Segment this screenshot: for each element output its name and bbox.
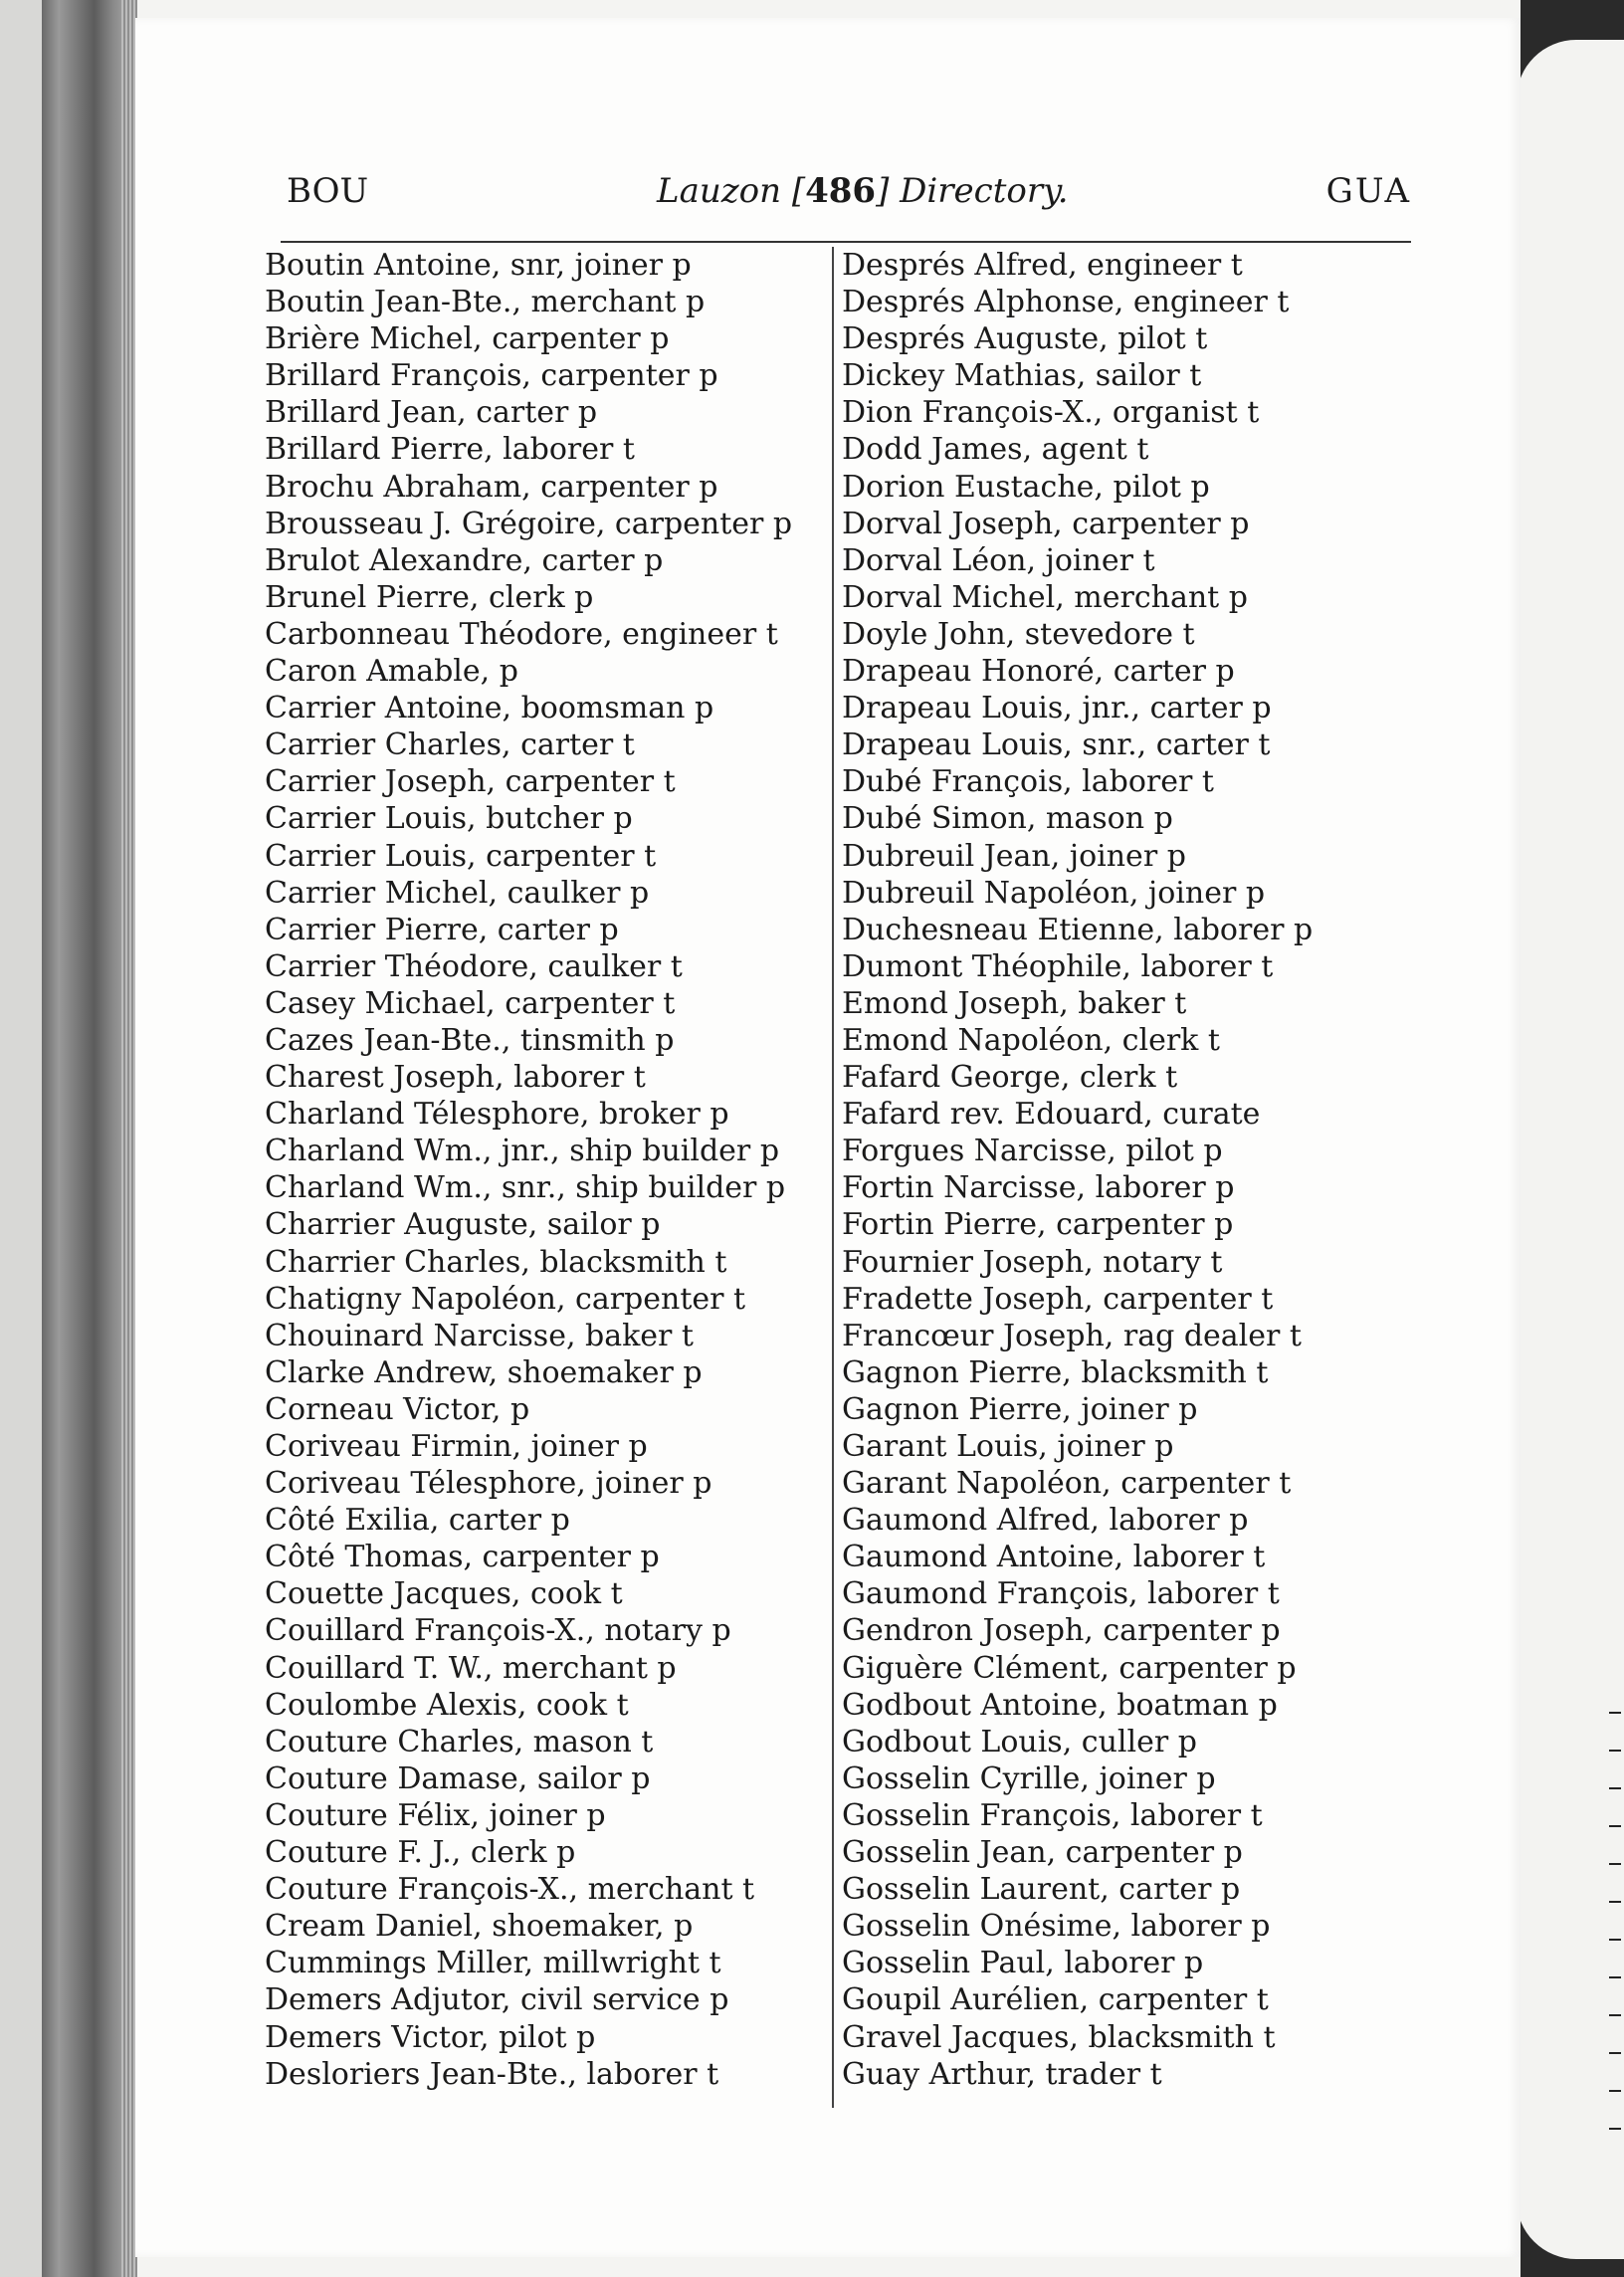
directory-entry: Carrier Antoine, boomsman p	[265, 691, 714, 726]
directory-entry: Drapeau Louis, jnr., carter p	[842, 691, 1272, 726]
directory-entry: Emond Napoléon, clerk t	[842, 1022, 1220, 1058]
directory-entry: Garant Louis, joiner p	[842, 1429, 1174, 1464]
right-column	[842, 247, 1399, 2093]
directory-entry: Demers Victor, pilot p	[265, 2019, 596, 2055]
header-last-entry-key: GUA	[1325, 171, 1411, 211]
directory-entry: Carrier Pierre, carter p	[265, 912, 619, 947]
directory-entry: Brunel Pierre, clerk p	[265, 579, 594, 615]
header-rule	[281, 241, 1411, 243]
directory-entry: Brillard Jean, carter p	[265, 395, 598, 431]
directory-entry: Godbout Antoine, boatman p	[842, 1687, 1278, 1723]
directory-entry: Côté Thomas, carpenter p	[265, 1540, 660, 1575]
directory-entry: Godbout Louis, culler p	[842, 1724, 1197, 1760]
directory-entry: Dorval Michel, merchant p	[842, 579, 1248, 615]
directory-entry: Charland Télesphore, broker p	[265, 1097, 729, 1133]
directory-entry: Demers Adjutor, civil service p	[265, 1982, 729, 2018]
directory-entry: Desloriers Jean-Bte., laborer t	[265, 2056, 719, 2092]
directory-entry: Cazes Jean-Bte., tinsmith p	[265, 1022, 675, 1058]
directory-entry: Charland Wm., snr., ship builder p	[265, 1170, 786, 1206]
background-left	[0, 0, 42, 2277]
directory-entry: Gosselin Jean, carpenter p	[842, 1835, 1243, 1871]
directory-entry: Couture Damase, sailor p	[265, 1760, 651, 1796]
directory-entry: Coulombe Alexis, cook t	[265, 1687, 629, 1723]
directory-entry: Dubreuil Napoléon, joiner p	[842, 875, 1266, 911]
directory-entry: Doyle John, stevedore t	[842, 616, 1195, 652]
directory-entry: Gosselin Paul, laborer p	[842, 1946, 1204, 1981]
directory-entry: Couture Félix, joiner p	[265, 1797, 606, 1833]
directory-entry: Dubé Simon, mason p	[842, 801, 1173, 837]
directory-entry: Fafard George, clerk t	[842, 1060, 1178, 1096]
directory-entry: Drapeau Louis, snr., carter t	[842, 727, 1271, 763]
directory-entry: Charrier Auguste, sailor p	[265, 1207, 661, 1243]
directory-entry: Brière Michel, carpenter p	[265, 321, 670, 357]
directory-entry: Gosselin Laurent, carter p	[842, 1872, 1241, 1908]
directory-entry: Drapeau Honoré, carter p	[842, 654, 1235, 690]
header-title-pre: Lauzon [	[657, 171, 806, 211]
directory-entry: Dumont Théophile, laborer t	[842, 948, 1274, 984]
directory-entry: Coriveau Télesphore, joiner p	[265, 1466, 712, 1502]
directory-entry: Guay Arthur, trader t	[842, 2056, 1162, 2092]
directory-entry: Cream Daniel, shoemaker, p	[265, 1909, 694, 1945]
directory-entry: Cummings Miller, millwright t	[265, 1946, 721, 1981]
directory-entry: Brochu Abraham, carpenter p	[265, 469, 718, 505]
page-header	[287, 171, 1411, 221]
directory-entry: Forgues Narcisse, pilot p	[842, 1134, 1223, 1169]
facing-page-marks	[1609, 1712, 1624, 2166]
directory-entry: Giguère Clément, carpenter p	[842, 1650, 1297, 1686]
directory-entry: Carrier Louis, butcher p	[265, 801, 633, 837]
directory-entry: Côté Exilia, carter p	[265, 1503, 570, 1539]
directory-entry: Clarke Andrew, shoemaker p	[265, 1354, 703, 1390]
directory-entry: Dickey Mathias, sailor t	[842, 358, 1202, 394]
directory-entry: Coriveau Firmin, joiner p	[265, 1429, 648, 1464]
directory-entry: Brillard Pierre, laborer t	[265, 432, 635, 468]
directory-entry: Couillard François-X., notary p	[265, 1613, 731, 1649]
directory-entry: Corneau Victor, p	[265, 1391, 530, 1427]
directory-entry: Carrier Louis, carpenter t	[265, 838, 657, 874]
directory-entry: Brillard François, carpenter p	[265, 358, 718, 394]
header-title-post: ] Directory.	[876, 171, 1069, 211]
directory-entry: Gendron Joseph, carpenter p	[842, 1613, 1281, 1649]
directory-entry: Casey Michael, carpenter t	[265, 985, 676, 1021]
directory-entry: Carrier Michel, caulker p	[265, 875, 650, 911]
directory-entry: Carrier Charles, carter t	[265, 727, 635, 763]
directory-entry: Fournier Joseph, notary t	[842, 1244, 1223, 1280]
directory-entry: Dorval Léon, joiner t	[842, 542, 1155, 578]
directory-entry: Boutin Jean-Bte., merchant p	[265, 285, 706, 320]
directory-entry: Duchesneau Etienne, laborer p	[842, 912, 1314, 947]
directory-entry: Couette Jacques, cook t	[265, 1576, 623, 1612]
directory-entry: Chouinard Narcisse, baker t	[265, 1318, 694, 1353]
directory-entry: Gagnon Pierre, blacksmith t	[842, 1354, 1269, 1390]
directory-entry: Goupil Aurélien, carpenter t	[842, 1982, 1269, 2018]
page-number: 486	[805, 171, 877, 211]
column-divider	[832, 247, 834, 2108]
directory-entry: Garant Napoléon, carpenter t	[842, 1466, 1292, 1502]
directory-entry: Després Alfred, engineer t	[842, 248, 1243, 283]
directory-entry: Dodd James, agent t	[842, 432, 1149, 468]
directory-entry: Dorval Joseph, carpenter p	[842, 506, 1250, 541]
directory-entry: Gosselin Cyrille, joiner p	[842, 1760, 1216, 1796]
facing-page-edge	[1517, 40, 1624, 2259]
directory-entry: Gaumond François, laborer t	[842, 1576, 1280, 1612]
directory-entry: Boutin Antoine, snr, joiner p	[265, 248, 692, 283]
directory-entry: Fortin Pierre, carpenter p	[842, 1207, 1234, 1243]
directory-entry: Charland Wm., jnr., ship builder p	[265, 1134, 780, 1169]
directory-entry: Charrier Charles, blacksmith t	[265, 1244, 727, 1280]
directory-entry: Brousseau J. Grégoire, carpenter p	[265, 506, 793, 541]
directory-entry: Couture Charles, mason t	[265, 1724, 654, 1760]
directory-entry: Couture F. J., clerk p	[265, 1835, 576, 1871]
directory-entry: Carbonneau Théodore, engineer t	[265, 616, 778, 652]
directory-entry: Gravel Jacques, blacksmith t	[842, 2019, 1276, 2055]
left-column	[265, 247, 822, 2093]
directory-entry: Carrier Théodore, caulker t	[265, 948, 683, 984]
directory-entry: Emond Joseph, baker t	[842, 985, 1187, 1021]
directory-entry: Francœur Joseph, rag dealer t	[842, 1318, 1302, 1353]
directory-entry: Carrier Joseph, carpenter t	[265, 764, 676, 800]
directory-entry: Gosselin François, laborer t	[842, 1797, 1263, 1833]
directory-entry: Charest Joseph, laborer t	[265, 1060, 646, 1096]
directory-entry: Fortin Narcisse, laborer p	[842, 1170, 1235, 1206]
directory-entry: Gagnon Pierre, joiner p	[842, 1391, 1198, 1427]
directory-entry: Fafard rev. Edouard, curate	[842, 1097, 1261, 1133]
directory-entry: Caron Amable, p	[265, 654, 518, 690]
directory-entry: Couillard T. W., merchant p	[265, 1650, 677, 1686]
header-first-entry-key: BOU	[287, 171, 369, 211]
directory-entry: Fradette Joseph, carpenter t	[842, 1281, 1274, 1317]
directory-entry: Dubé François, laborer t	[842, 764, 1214, 800]
directory-entry: Gosselin Onésime, laborer p	[842, 1909, 1271, 1945]
directory-entry: Gaumond Alfred, laborer p	[842, 1503, 1249, 1539]
directory-entry: Brulot Alexandre, carter p	[265, 542, 664, 578]
directory-entry: Gaumond Antoine, laborer t	[842, 1540, 1266, 1575]
directory-entry: Dion François-X., organist t	[842, 395, 1260, 431]
directory-entry: Couture François-X., merchant t	[265, 1872, 755, 1908]
header-title	[657, 171, 1069, 211]
directory-entry: Dubreuil Jean, joiner p	[842, 838, 1186, 874]
directory-entry: Chatigny Napoléon, carpenter t	[265, 1281, 746, 1317]
directory-entry: Després Auguste, pilot t	[842, 321, 1208, 357]
directory-entry: Dorion Eustache, pilot p	[842, 469, 1210, 505]
directory-entry: Després Alphonse, engineer t	[842, 285, 1290, 320]
